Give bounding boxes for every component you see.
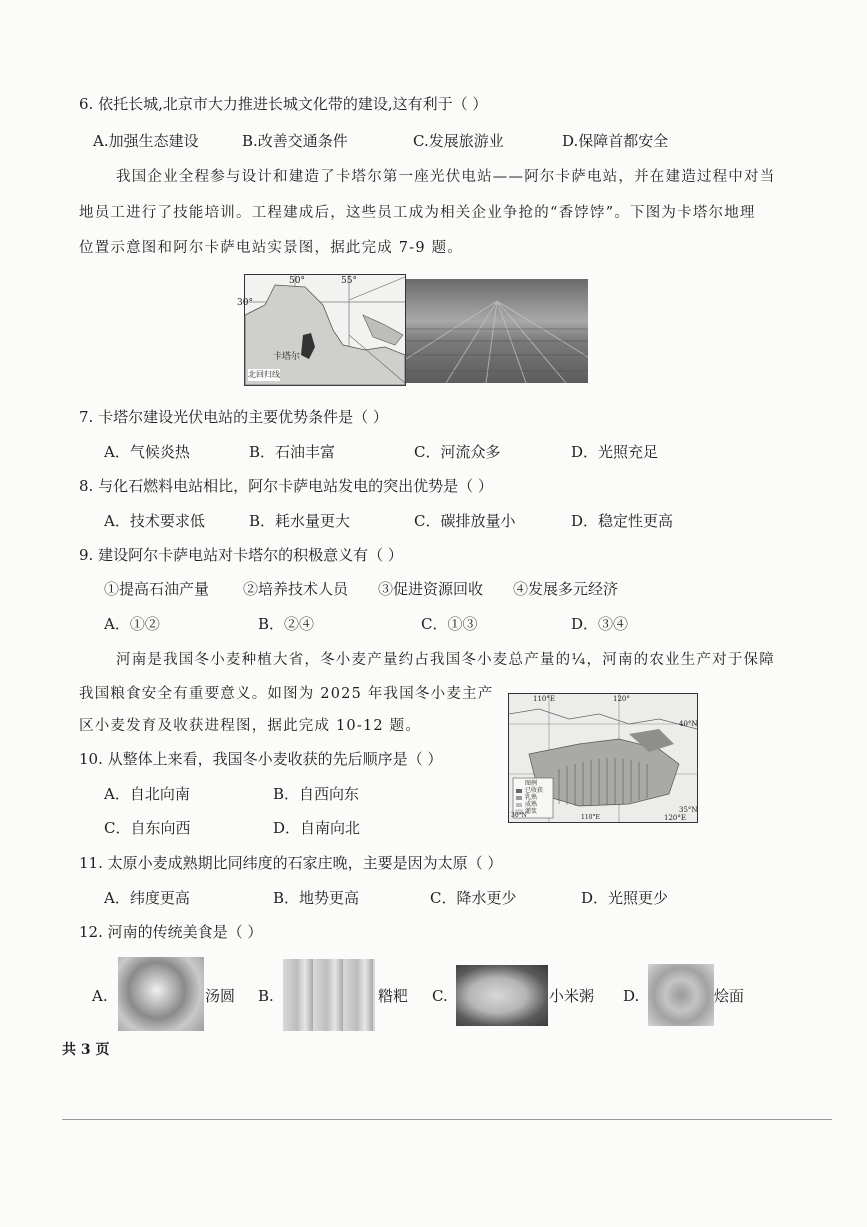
map1-area-label: 北回归线 <box>248 370 280 379</box>
map2-label-top-mid: 120° <box>613 695 630 703</box>
passage1-line2: 地员工进行了技能培训。工程建成后，这些员工成为相关企业争抢的“香饽饽”。下图为卡塔尔地理 <box>79 205 756 221</box>
q9-option-d: D．③④ <box>571 615 629 633</box>
passage1-line3: 位置示意图和阿尔卡萨电站实景图，据此完成 7-9 题。 <box>79 240 463 256</box>
huimian-photo <box>648 964 714 1026</box>
q8-option-d: D．稳定性更高 <box>571 512 674 530</box>
q9-option-b: B．②④ <box>258 615 315 633</box>
q12-option-c-letter: C. <box>432 987 448 1005</box>
q11-option-c: C．降水更少 <box>430 889 517 907</box>
map1-lon1-label: 50° <box>289 276 305 286</box>
q11-stem: 11. 太原小麦成熟期比同纬度的石家庄晚，主要是因为太原（ ） <box>79 854 503 872</box>
q6-option-a: A.加强生态建设 <box>93 132 199 150</box>
map2-label-right-top: 40°N <box>679 720 698 728</box>
map1-lon2-label: 55° <box>341 276 357 286</box>
q6-option-c: C.发展旅游业 <box>413 132 504 150</box>
map2-legend-item-3: 成熟 <box>525 801 538 808</box>
q11-option-b: B．地势更高 <box>273 889 360 907</box>
q9-option-c: C．①③ <box>421 615 478 633</box>
q9-item-3: ③促进资源回收 <box>378 580 484 598</box>
q12-option-b-food: 糌粑 <box>378 987 409 1005</box>
millet-porridge-photo <box>456 965 548 1026</box>
q9-item-2: ②培养技术人员 <box>243 580 349 598</box>
q12-stem: 12. 河南的传统美食是（ ） <box>79 923 263 941</box>
map2-label-left-bottom: 30°N <box>511 812 527 819</box>
q9-item-4: ④发展多元经济 <box>513 580 619 598</box>
zanba-photo <box>283 959 375 1031</box>
bottom-divider <box>62 1119 832 1120</box>
q10-option-a: A．自北向南 <box>104 785 190 803</box>
passage1-line1: 我国企业全程参与设计和建造了卡塔尔第一座光伏电站——阿尔卡萨电站，并在建造过程中对当 <box>116 169 776 185</box>
map2-label-top-left: 110°E <box>533 695 555 703</box>
q8-stem: 8. 与化石燃料电站相比，阿尔卡萨电站发电的突出优势是（ ） <box>79 477 493 495</box>
q7-option-c: C．河流众多 <box>414 443 501 461</box>
qatar-location-map <box>237 274 406 386</box>
q12-option-d-letter: D. <box>623 987 640 1005</box>
map2-legend-item-1: 已收获 <box>525 787 544 794</box>
q9-stem: 9. 建设阿尔卡萨电站对卡塔尔的积极意义有（ ） <box>79 546 403 564</box>
q10-option-c: C．自东向西 <box>104 819 191 837</box>
q10-option-d: D．自南向北 <box>273 819 361 837</box>
q12-option-d-food: 烩面 <box>714 987 745 1005</box>
q6-stem: 6. 依托长城,北京市大力推进长城文化带的建设,这有利于（ ） <box>79 95 488 113</box>
wheat-harvest-map <box>508 693 698 823</box>
map2-legend-item-2: 乳熟 <box>525 794 538 801</box>
q12-option-b-letter: B. <box>258 987 274 1005</box>
tangyuan-photo <box>118 957 204 1031</box>
q11-option-d: D．光照更少 <box>581 889 669 907</box>
map2-label-bottom-right: 120°E <box>664 814 686 822</box>
passage2-line2: 我国粮食安全有重要意义。如图为 2025 年我国冬小麦主产 <box>79 686 494 702</box>
q6-option-b: B.改善交通条件 <box>242 132 348 150</box>
passage2-line3: 区小麦发育及收获进程图，据此完成 10-12 题。 <box>79 718 422 734</box>
passage2-line1: 河南是我国冬小麦种植大省，冬小麦产量约占我国冬小麦总产量的¼，河南的农业生产对于保障 <box>116 652 775 668</box>
q8-option-c: C．碳排放量小 <box>414 512 516 530</box>
q11-option-a: A．纬度更高 <box>104 889 190 907</box>
q7-option-a: A．气候炎热 <box>104 443 190 461</box>
solar-station-photo <box>406 279 588 383</box>
page-count: 共 3 页 <box>62 1042 110 1058</box>
q8-option-a: A．技术要求低 <box>104 512 205 530</box>
q9-item-1: ①提高石油产量 <box>104 580 210 598</box>
q12-option-c-food: 小米粥 <box>549 987 595 1005</box>
q9-option-a: A．①② <box>104 615 160 633</box>
map2-legend-title: 图例 <box>525 780 538 787</box>
q7-stem: 7. 卡塔尔建设光伏电站的主要优势条件是（ ） <box>79 408 388 426</box>
q7-option-d: D．光照充足 <box>571 443 659 461</box>
map2-label-right-bottom: 35°N <box>679 806 698 814</box>
map1-qatar-label: 卡塔尔 <box>273 352 301 362</box>
q12-option-a-letter: A. <box>92 987 108 1005</box>
map2-legend-item-4: 灌浆 <box>525 808 538 815</box>
q7-option-b: B．石油丰富 <box>249 443 336 461</box>
q10-stem: 10. 从整体上来看，我国冬小麦收获的先后顺序是（ ） <box>79 750 443 768</box>
map2-label-bottom-mid: 110°E <box>581 814 600 821</box>
q10-option-b: B．自西向东 <box>273 785 360 803</box>
q6-option-d: D.保障首都安全 <box>562 132 669 150</box>
q12-option-a-food: 汤圆 <box>205 987 236 1005</box>
q8-option-b: B．耗水量更大 <box>249 512 351 530</box>
map1-lat-label: 30° <box>237 298 253 308</box>
